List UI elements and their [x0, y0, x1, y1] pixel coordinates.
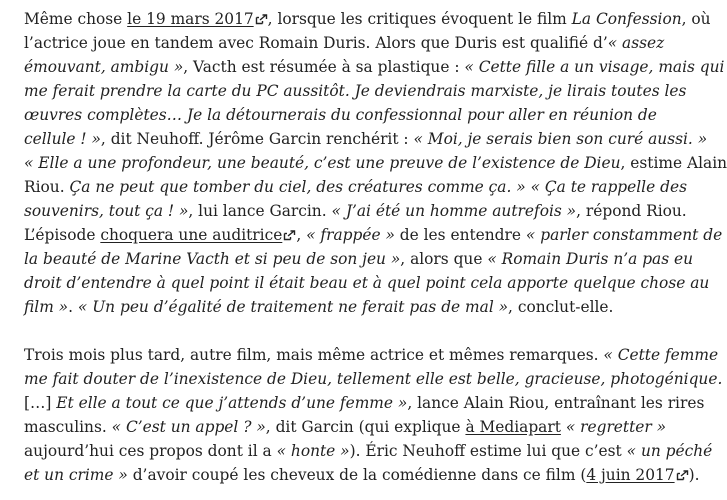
text-line: [24, 391, 705, 415]
quote-text: « un péché: [626, 442, 713, 460]
body-text: , lorsque les critiques évoquent le film: [267, 10, 572, 28]
inline-link[interactable]: [127, 10, 267, 28]
quote-text: film »: [24, 298, 69, 316]
article-body: [24, 7, 727, 487]
quote-text: « Elle a une profondeur, une beauté, c’est une preuve de l’existence de Dieu: [24, 154, 621, 172]
paragraph: [24, 7, 727, 319]
body-text: , répond Riou.: [576, 202, 687, 220]
body-text: Trois mois plus tard, autre film, mais même actrice et mêmes remarques.: [24, 346, 604, 364]
text-line: [24, 247, 694, 271]
text-line: [24, 295, 664, 319]
link-text: à Mediapart: [465, 418, 561, 436]
quote-text: « Ça te rappelle des: [530, 178, 687, 196]
text-line: [24, 127, 708, 151]
text-line: [24, 7, 711, 31]
quote-text: Et elle a tout ce que j’attends d’une femme »: [56, 394, 408, 412]
quote-text: « Romain Duris n’a pas eu: [487, 250, 694, 268]
inline-link[interactable]: [100, 226, 296, 244]
text-line: [24, 151, 727, 175]
external-link-icon: [283, 224, 296, 235]
text-line: [24, 343, 719, 367]
inline-link[interactable]: [586, 466, 688, 484]
body-text: L’épisode: [24, 226, 101, 244]
inline-link[interactable]: [465, 418, 560, 436]
text-line: [24, 31, 664, 55]
quote-text: « J’ai été un homme autrefois »: [331, 202, 577, 220]
body-text: , dit Neuhoff. Jérôme Garcin renchérit :: [100, 130, 414, 148]
body-text: masculins.: [24, 418, 112, 436]
text-line: [24, 463, 700, 487]
body-text: ).: [688, 466, 700, 484]
text-line: [24, 415, 667, 439]
body-text: , lui lance Garcin.: [188, 202, 332, 220]
text-line: [24, 175, 687, 199]
external-link-icon: [255, 8, 268, 19]
link-text: le 19 mars 2017: [127, 10, 254, 28]
text-line: [24, 367, 723, 391]
body-text: , estime Alain: [620, 154, 727, 172]
body-text: d’avoir coupé les cheveux de la comédienne dans ce film (: [127, 466, 587, 484]
text-line: [24, 271, 710, 295]
quote-text: « Moi, je serais bien son curé aussi. »: [413, 130, 708, 148]
quote-text: émouvant, ambigu »: [24, 58, 184, 76]
body-text: , conclut-elle.: [508, 298, 614, 316]
quote-text: « Un peu d’égalité de traitement ne ferait pas de mal »: [77, 298, 509, 316]
quote-text: « Cette femme: [603, 346, 719, 364]
quote-text: « regretter »: [565, 418, 667, 436]
body-text: l’actrice joue en tandem avec Romain Duris. Alors que Duris est qualifié d’: [24, 34, 608, 52]
body-text: ,: [296, 226, 307, 244]
quote-text: me ferait prendre la carte du PC aussitôt. Je deviendrais marxiste, je lirais toutes les: [24, 82, 687, 100]
quote-text: Ça ne peut que tomber du ciel, des créatures comme ça. »: [69, 178, 526, 196]
link-text: 4 juin 2017: [586, 466, 675, 484]
body-text: , où: [681, 10, 711, 28]
link-text: choquera une auditrice: [100, 226, 283, 244]
body-text: aujourd’hui ces propos dont il a: [24, 442, 277, 460]
quote-text: cellule ! »: [24, 130, 101, 148]
body-text: .: [68, 298, 78, 316]
quote-text: souvenirs, tout ça ! »: [24, 202, 189, 220]
quote-text: La Confession: [571, 10, 682, 28]
text-line: [24, 199, 687, 223]
text-line: [24, 55, 725, 79]
quote-text: et un crime »: [24, 466, 128, 484]
body-text: , lance Alain Riou, entraînant les rires: [407, 394, 705, 412]
paragraph: [24, 343, 723, 487]
quote-text: œuvres complètes… Je la détournerais du confessionnal pour aller en réunion de: [24, 106, 657, 124]
external-link-icon: [676, 464, 689, 475]
text-line: [24, 439, 713, 463]
text-line: [24, 103, 664, 127]
body-text: Riou.: [24, 178, 70, 196]
quote-text: « C’est un appel ? »: [111, 418, 266, 436]
body-text: , dit Garcin (qui explique: [265, 418, 466, 436]
body-text: Même chose: [24, 10, 128, 28]
quote-text: « honte »: [276, 442, 350, 460]
text-line: [24, 223, 723, 247]
quote-text: la beauté de Marine Vacth et si peu de son jeu »: [24, 250, 401, 268]
body-text: ). Éric Neuhoff estime lui que c’est: [349, 442, 627, 460]
quote-text: droit d’entendre à quel point il était beau et à quel point cela apporte quelque chose au: [24, 274, 710, 292]
quote-text: « frappée »: [306, 226, 395, 244]
quote-text: « parler constamment de: [525, 226, 723, 244]
quote-text: « Cette fille a un visage, mais qui: [464, 58, 725, 76]
body-text: de les entendre: [394, 226, 526, 244]
text-line: [24, 79, 687, 103]
body-text: […]: [24, 394, 57, 412]
quote-text: « assez: [607, 34, 665, 52]
body-text: , alors que: [400, 250, 488, 268]
quote-text: me fait douter de l’inexistence de Dieu, tellement elle est belle, gracieuse, photogénique.: [24, 370, 723, 388]
body-text: , Vacth est résumée à sa plastique :: [183, 58, 465, 76]
